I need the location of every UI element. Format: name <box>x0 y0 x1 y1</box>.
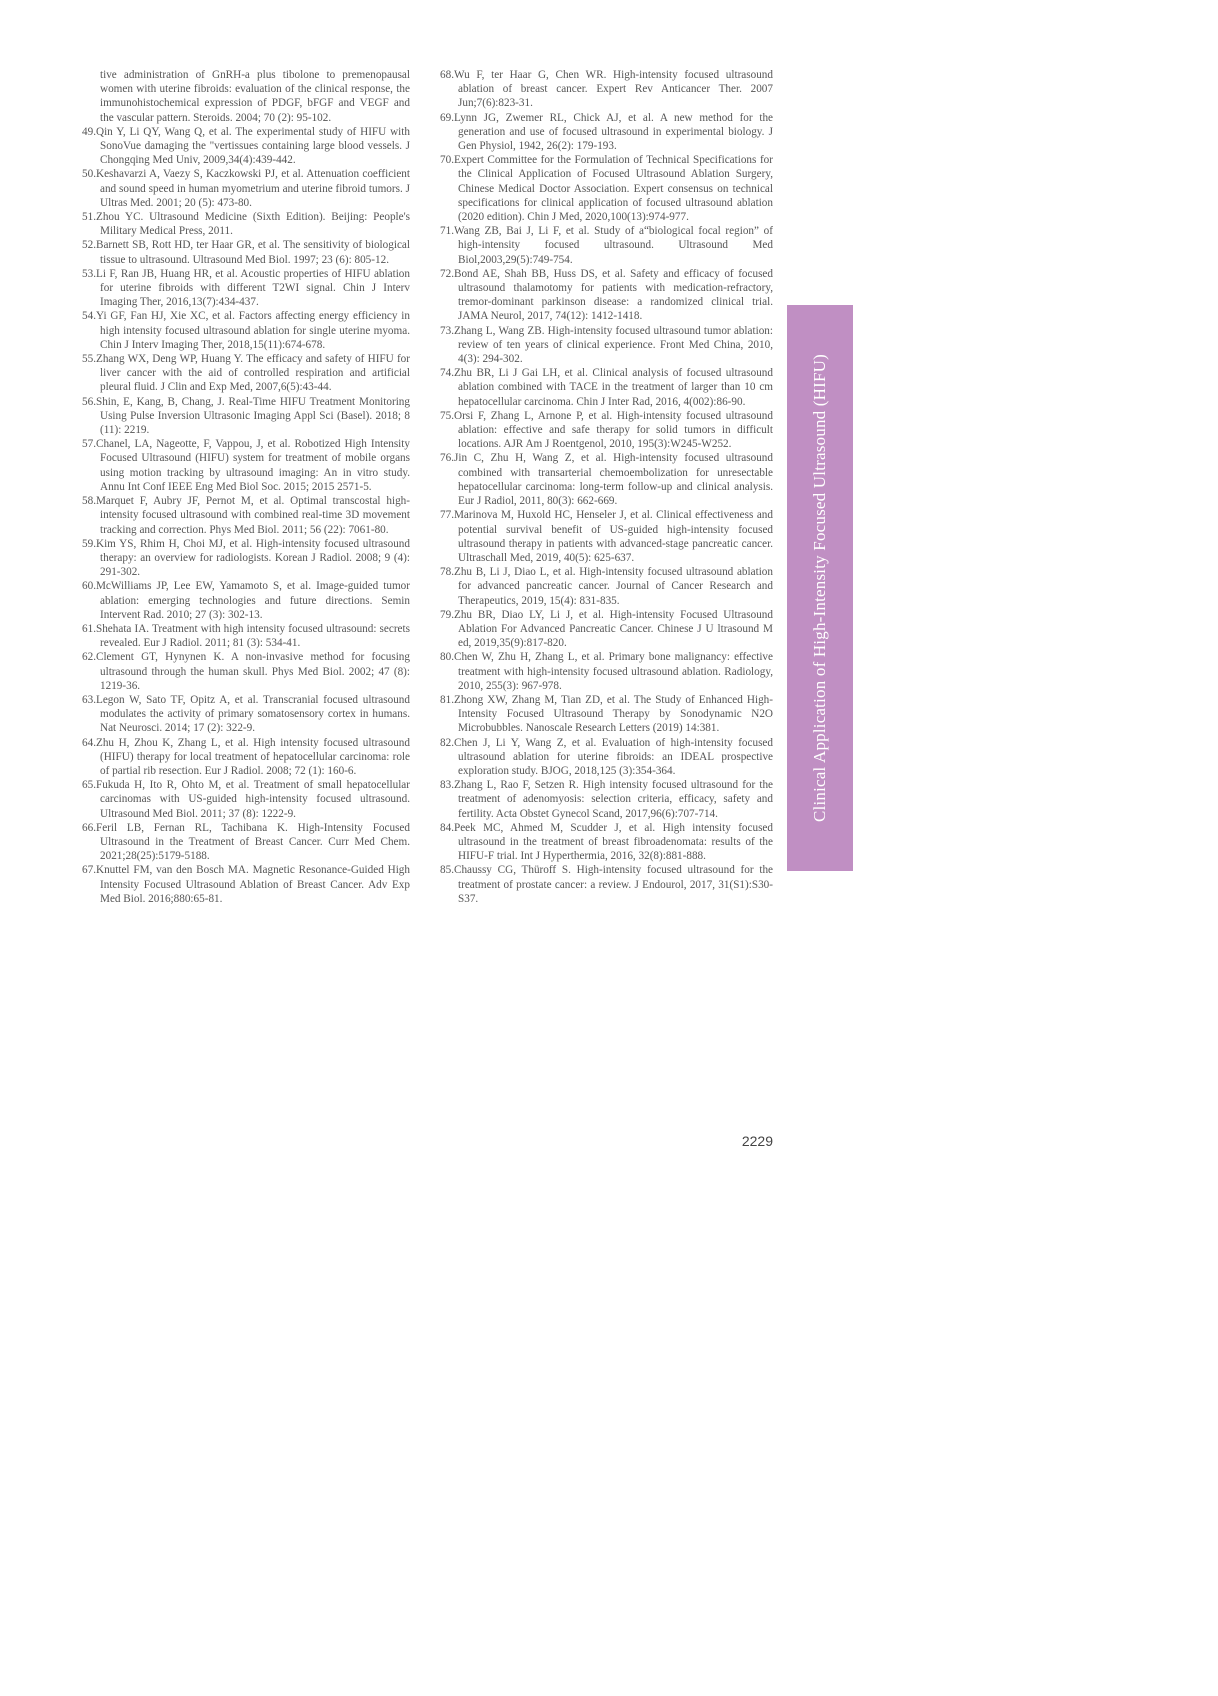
reference-number: 83. <box>440 779 454 792</box>
reference-text: Kim YS, Rhim H, Choi MJ, et al. High-intensity focused ultrasound therapy: an overview for radiologists. Korean J Radiol. 2008; 9 (4): 291-302. <box>95 537 410 579</box>
reference-number: 60. <box>82 580 96 593</box>
reference-column-right <box>440 68 773 906</box>
reference-text: Chen W, Zhu H, Zhang L, et al. Primary bone malignancy: effective treatment with high-intensity focused ultrasound ablation. Radiology, 2010, 255(3): 967-978. <box>453 651 773 692</box>
reference-number: 84. <box>440 821 454 834</box>
reference-text: McWilliams JP, Lee EW, Yamamoto S, et al. Image-guided tumor ablation: emerging technologies and future directions. Semin Intervent Rad. 2010; 27 (3): 302-13. <box>95 580 410 621</box>
reference-item <box>82 267 410 310</box>
reference-item <box>440 111 773 154</box>
page-number: 2229 <box>741 1133 773 1149</box>
reference-item <box>440 608 773 651</box>
reference-number: 64. <box>82 736 96 749</box>
reference-text: Marinova M, Huxold HC, Henseler J, et al. Clinical effectiveness and potential survival benefit of US-guided high-intensity focused ultrasound therapy in patients with advanced-stage pancreatic cancer. Ultraschall Med, 2019, 40(5): 625-637. <box>453 509 773 564</box>
reference-item <box>82 238 410 266</box>
section-side-banner <box>787 305 853 871</box>
reference-number: 78. <box>440 566 454 579</box>
reference-number: 62. <box>82 651 96 664</box>
reference-number: 55. <box>82 353 96 366</box>
reference-text: Feril LB, Fernan RL, Tachibana K. High-Intensity Focused Ultrasound in the Treatment of Breast Cancer. Curr Med Chem. 2021;28(25):5179-5188. <box>95 821 410 863</box>
reference-text: Chen J, Li Y, Wang Z, et al. Evaluation of high-intensity focused ultrasound ablation for uterine fibroids: an IDEAL prospective exploration study. BJOG, 2018,125 (3):354-364. <box>453 736 773 777</box>
reference-text: Zhang L, Rao F, Setzen R. High intensity focused ultrasound for the treatment of adenomyosis: selection criteria, efficacy, safety and fertility. Acta Obstet Gynecol Scand, 2017,96(6):707-714. <box>453 779 773 820</box>
reference-item <box>82 778 410 821</box>
reference-text: Zhu H, Zhou K, Zhang L, et al. High intensity focused ultrasound (HIFU) therapy for local treatment of hepatocellular carcinoma: role of partial rib resection. Eur J Radiol. 2008; 72 (1): 160-6. <box>95 736 410 777</box>
reference-number: 65. <box>82 779 96 792</box>
reference-text: Zhu B, Li J, Diao L, et al. High-intensity focused ultrasound ablation for advanced pancreatic cancer. Journal of Cancer Research and Therapeutics, 2019, 15(4): 831-835. <box>453 566 773 607</box>
reference-number: 82. <box>440 736 454 749</box>
reference-item <box>82 167 410 210</box>
reference-number: 58. <box>82 495 96 508</box>
reference-text: Expert Committee for the Formulation of Technical Specifications for the Clinical Application of Focused Ultrasound Ablation Surgery, Chinese Medical Doctor Association. Expert consensus on technical specifications for clinical application of focused ultrasound ablation (2020 edition). Chin J Med, 2020,100(13):974-977. <box>453 154 773 224</box>
reference-text: Yi GF, Fan HJ, Xie XC, et al. Factors affecting energy efficiency in high intensity focused ultrasound ablation for single uterine myoma. Chin J Interv Imaging Ther, 2018,15(11):674-678. <box>95 310 410 351</box>
reference-item <box>82 693 410 736</box>
reference-text: Wang ZB, Bai J, Li F, et al. Study of a“biological focal region” of high-intensity focused ultrasound. Ultrasound Med Biol,2003,29(5):749-754. <box>453 225 773 266</box>
reference-item <box>82 494 410 537</box>
reference-text: Zhou YC. Ultrasound Medicine (Sixth Edition). Beijing: People's Military Medical Press, 2011. <box>95 211 410 238</box>
reference-item <box>82 622 410 650</box>
reference-text: Clement GT, Hynynen K. A non-invasive method for focusing ultrasound through the human skull. Phys Med Biol. 2002; 47 (8): 1219-36. <box>95 651 410 692</box>
reference-text: Bond AE, Shah BB, Huss DS, et al. Safety and efficacy of focused ultrasound thalamotomy for patients with medication-refractory, tremor-dominant parkinson disease: a randomized clinical trial. JAMA Neurol, 2017, 74(12): 1412-1418. <box>453 267 773 323</box>
reference-text: Zhu BR, Li J Gai LH, et al. Clinical analysis of focused ultrasound ablation combined with TACE in the treatment of larger than 10 cm hepatocellular carcinoma. Chin J Inter Rad, 2016, 4(002):86-90. <box>453 367 773 408</box>
reference-text: Shehata IA. Treatment with high intensity focused ultrasound: secrets revealed. Eur J Radiol. 2011; 81 (3): 534-41. <box>95 622 410 650</box>
reference-item <box>440 736 773 779</box>
reference-text: Zhong XW, Zhang M, Tian ZD, et al. The Study of Enhanced High-Intensity Focused Ultrasound Therapy by Sonodynamic N2O Microbubbles. Nanoscale Research Letters (2019) 14:381. <box>453 693 773 735</box>
reference-item <box>440 267 773 324</box>
reference-number: 50. <box>82 168 96 181</box>
reference-number: 52. <box>82 239 96 252</box>
reference-text: Peek MC, Ahmed M, Scudder J, et al. High intensity focused ultrasound in the treatment of breast fibroadenomata: results of the HIFU-F trial. Int J Hyperthermia, 2016, 32(8):881-888. <box>453 821 773 863</box>
reference-number: 72. <box>440 267 454 280</box>
reference-text: Barnett SB, Rott HD, ter Haar GR, et al. The sensitivity of biological tissue to ultrasound. Ultrasound Med Biol. 1997; 23 (6): 805-12. <box>95 239 410 266</box>
reference-text: Wu F, ter Haar G, Chen WR. High-intensity focused ultrasound ablation of breast cancer. Expert Rev Anticancer Ther. 2007 Jun;7(6):823-31. <box>453 69 773 110</box>
reference-continuation: tive administration of GnRH-a plus tibolone to premenopausal women with uterine fibroids: evaluation of the clinical response, the immunohistochemical expression of PDGF, bFGF and VEGF and the vascular pattern. Steroids. 2004; 70 (2): 95-102. <box>100 69 410 124</box>
reference-number: 54. <box>82 310 96 323</box>
reference-text: Zhang L, Wang ZB. High-intensity focused ultrasound tumor ablation: review of ten years of clinical experience. Front Med China, 2010, 4(3): 294-302. <box>453 324 773 366</box>
reference-number: 49. <box>82 125 96 138</box>
reference-number: 68. <box>440 69 454 81</box>
reference-number: 80. <box>440 651 454 664</box>
reference-text: Orsi F, Zhang L, Arnone P, et al. High-intensity focused ultrasound ablation: effective and safe therapy for solid tumors in difficult locations. AJR Am J Roentgenol, 2010, 195(3):W245-W252. <box>453 409 773 451</box>
reference-item <box>440 324 773 367</box>
reference-number: 81. <box>440 693 454 706</box>
reference-item <box>440 508 773 565</box>
reference-item <box>82 821 410 864</box>
reference-number: 61. <box>82 622 96 635</box>
reference-text: Fukuda H, Ito R, Ohto M, et al. Treatment of small hepatocellular carcinomas with US-guided high-intensity focused ultrasound. Ultrasound Med Biol. 2011; 37 (8): 1222-9. <box>95 779 410 820</box>
reference-text: Qin Y, Li QY, Wang Q, et al. The experimental study of HIFU with SonoVue damaging the "vertissues containing large blood vessels. J Chongqing Med Univ, 2009,34(4):439-442. <box>95 125 410 167</box>
reference-number: 71. <box>440 225 454 238</box>
reference-text: Marquet F, Aubry JF, Pernot M, et al. Optimal transcostal high-intensity focused ultrasound with combined real-time 3D movement tracking and correction. Phys Med Biol. 2011; 56 (22): 7061-80. <box>95 495 410 536</box>
reference-item <box>440 224 773 267</box>
section-title: Clinical Application of High-Intensity Focused Ultrasound (HIFU) <box>810 354 829 822</box>
reference-number: 76. <box>440 452 454 465</box>
reference-item <box>82 650 410 693</box>
reference-item <box>82 863 410 906</box>
reference-number: 56. <box>82 395 96 408</box>
reference-text: Knuttel FM, van den Bosch MA. Magnetic Resonance-Guided High Intensity Focused Ultrasound Ablation of Breast Cancer. Adv Exp Med Biol. 2016;880:65-81. <box>95 864 410 905</box>
reference-text: Jin C, Zhu H, Wang Z, et al. High-intensity focused ultrasound combined with transarterial chemoembolization for unresectable hepatocellular carcinoma: long-term follow-up and clinical analysis. Eur J Radiol, 2011, 80(3): 662-669. <box>453 452 773 508</box>
reference-number: 85. <box>440 864 454 877</box>
reference-text: Chanel, LA, Nageotte, F, Vappou, J, et al. Robotized High Intensity Focused Ultrasound (HIFU) system for treatment of mobile organs using motion tracking by ultrasound imaging: An in vitro study. Annu Int Conf IEEE Eng Med Biol Soc. 2015; 2015 2571-5. <box>95 438 410 493</box>
reference-number: 67. <box>82 864 96 877</box>
reference-column-left <box>82 68 410 906</box>
reference-text: Legon W, Sato TF, Opitz A, et al. Transcranial focused ultrasound modulates the activity of primary somatosensory cortex in humans. Nat Neurosci. 2014; 17 (2): 322-9. <box>95 693 410 735</box>
reference-text: Zhang WX, Deng WP, Huang Y. The efficacy and safety of HIFU for liver cancer with the aid of controlled respiration and artificial pleural fluid. J Clin and Exp Med, 2007,6(5):43-44. <box>95 353 410 394</box>
reference-item <box>82 537 410 580</box>
reference-item <box>440 366 773 409</box>
reference-number: 69. <box>440 111 454 124</box>
reference-item <box>82 352 410 395</box>
reference-item <box>440 778 773 821</box>
reference-number: 74. <box>440 367 454 380</box>
reference-item <box>82 395 410 438</box>
reference-item <box>440 821 773 864</box>
reference-item <box>82 210 410 238</box>
reference-number: 59. <box>82 537 96 550</box>
reference-item <box>440 565 773 608</box>
reference-text: Keshavarzi A, Vaezy S, Kaczkowski PJ, et al. Attenuation coefficient and sound speed in human myometrium and uterine fibroid tumors. J Ultras Med. 2001; 20 (5): 473-80. <box>95 168 410 209</box>
reference-number: 77. <box>440 509 454 522</box>
reference-number: 57. <box>82 438 96 451</box>
reference-text: Lynn JG, Zwemer RL, Chick AJ, et al. A new method for the generation and use of focused ultrasound in experimental biology. J Gen Physiol, 1942, 26(2): 179-193. <box>453 111 773 153</box>
reference-number: 53. <box>82 267 96 280</box>
reference-item <box>440 409 773 452</box>
reference-item <box>82 437 410 494</box>
reference-number: 75. <box>440 409 454 422</box>
reference-item <box>82 736 410 779</box>
reference-text: Li F, Ran JB, Huang HR, et al. Acoustic properties of HIFU ablation for uterine fibroids with different T2WI signal. Chin J Interv Imaging Ther, 2016,13(7):434-437. <box>95 267 410 309</box>
reference-item <box>82 125 410 168</box>
reference-text: Zhu BR, Diao LY, Li J, et al. High-intensity Focused Ultrasound Ablation For Advanced Pancreatic Cancer. Chinese J U ltrasound M ed, 2019,35(9):817-820. <box>453 608 773 650</box>
reference-text: Shin, E, Kang, B, Chang, J. Real-Time HIFU Treatment Monitoring Using Pulse Inversion Ultrasonic Imaging Appl Sci (Basel). 2018; 8 (11): 2219. <box>95 395 410 437</box>
reference-number: 51. <box>82 211 96 224</box>
reference-number: 70. <box>440 154 454 167</box>
reference-number: 66. <box>82 821 96 834</box>
reference-number: 73. <box>440 324 454 337</box>
reference-item <box>82 309 410 352</box>
reference-number: 63. <box>82 693 96 706</box>
reference-item <box>440 650 773 693</box>
reference-text: Chaussy CG, Thüroff S. High-intensity focused ultrasound for the treatment of prostate cancer: a review. J Endourol, 2017, 31(S1):S30-S37. <box>453 864 773 905</box>
reference-item <box>440 451 773 508</box>
reference-item <box>82 579 410 622</box>
reference-item <box>440 863 773 906</box>
reference-item <box>440 68 773 111</box>
reference-item <box>440 693 773 736</box>
reference-item <box>440 153 773 224</box>
reference-number: 79. <box>440 608 454 621</box>
